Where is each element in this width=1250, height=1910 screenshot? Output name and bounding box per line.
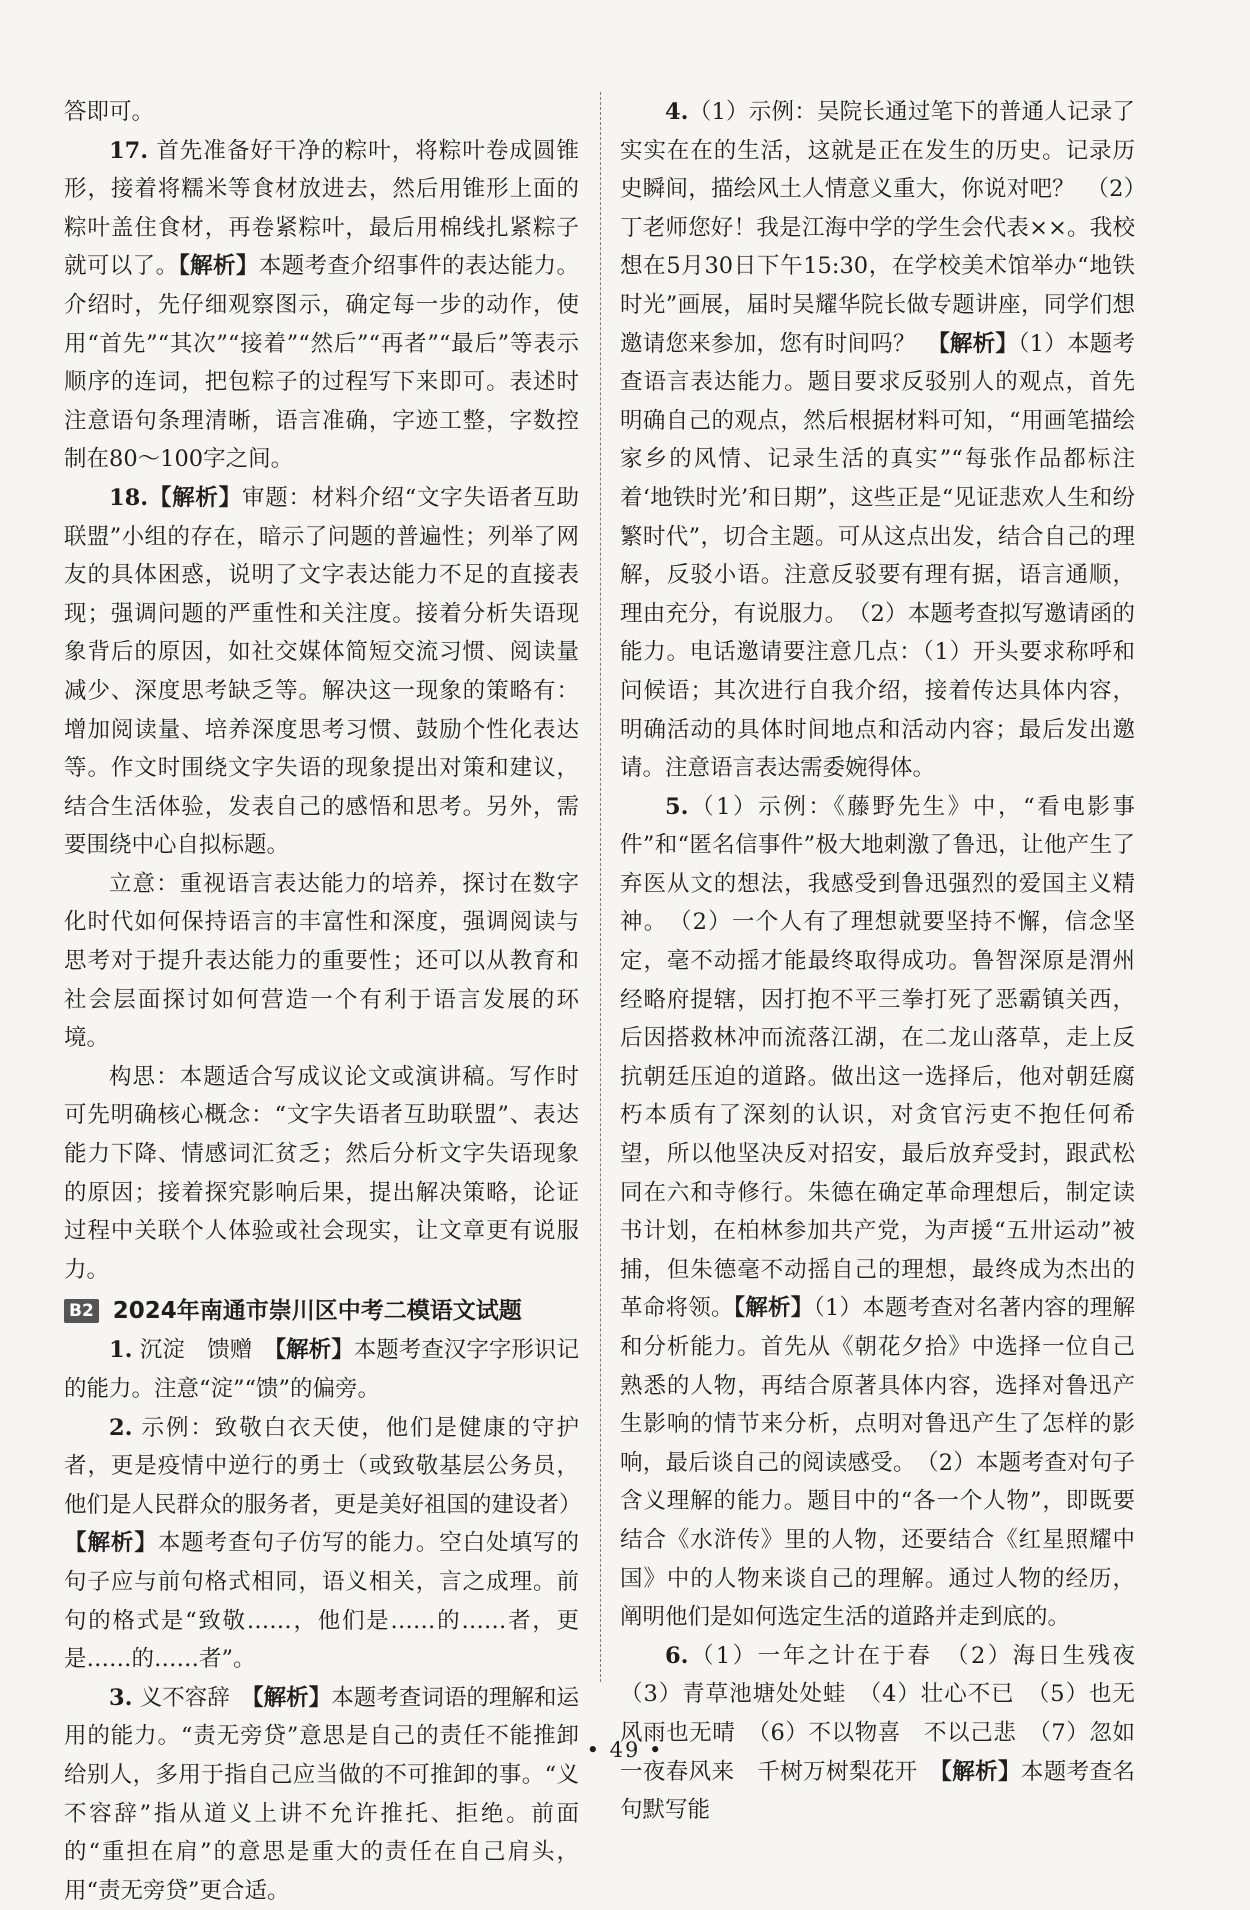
answer-text: （1）示例：《藤野先生》中，“看电影事件”和“匿名信事件”极大地刺激了鲁迅，让他产生了弃医从文的想法，我感受到鲁迅强烈的爱国主义精神。 （2）一个人有了理想就要坚持不懈，信念坚定，毫不动摇才能最终取得成功。鲁智深原是渭州经略府提辖，因打抱不平三拳打死了恶霸镇关西，后因搭救林冲而流落江湖，在二龙山落草，走上反抗朝廷压迫的道路。做出这一选择后，他对朝廷腐朽本质有了深刻的认识，对贪官污吏不抱任何希望，所以他坚决反对招安，最后放弃受封，跟武松同在六和寺修行。朱德在确定革命理想后，制定读书计划，在柏林参加共产党，为声援“五卅运动”被捕，但朱德毫不动摇自己的理想，最终成为杰出的革命将领。: [620, 793, 1135, 1322]
answer-5: [620, 788, 1135, 1637]
question-number: 5.: [665, 793, 689, 820]
answer-text: 义不容辞: [139, 1684, 253, 1711]
answer-text: 首先准备好干净的粽叶，将粽叶卷成圆锥形，接着将糯米等食材放进去，然后用锥形上面的粽叶盖住食材，再卷紧粽叶，最后用棉线扎紧粽子就可以了。: [64, 137, 579, 280]
analysis-tag: 【解析】: [938, 330, 1019, 357]
analysis-text: 本题考查词语的理解和运用的能力。“责无旁贷”意思是自己的责任不能推卸给别人，多用于指自己应当做的不可推卸的事。“义不容辞”指从道义上讲不允许推托、拒绝。前面的“重担在肩”的意思是重大的责任在自己肩头，用“责无旁贷”更合适。: [64, 1684, 579, 1904]
answer-6: [620, 1637, 1158, 1830]
question-number: 3.: [109, 1684, 133, 1711]
analysis-text: 审题：材料介绍“文字失语者互助联盟”小组的存在，暗示了问题的普遍性；列举了网友的具体困惑，说明了文字表达能力不足的直接表现；强调问题的严重性和关注度。接着分析失语现象背后的原因，如社交媒体简短交流习惯、阅读量减少、深度思考缺乏等。解决这一现象的策略有：增加阅读量、培养深度思考习惯、鼓励个性化表达等。作文时围绕文字失语的现象提出对策和建议，结合生活体验，发表自己的感悟和思考。另外，需要围绕中心自拟标题。: [64, 484, 579, 859]
right-column: [620, 93, 1158, 1830]
answer-text: 沉淀 馈赠: [139, 1337, 275, 1364]
left-column: [64, 93, 582, 1910]
section-title: 2024年南通市崇川区中考二模语文试题: [112, 1298, 522, 1325]
answer-17: [64, 132, 579, 479]
answer-text: （1）一年之计在于春 （2）海日生残夜 （3）青草池塘处处蛙 （4）壮心不已 （5）也无风雨也无晴 （6）不以物喜 不以己悲 （7）忽如一夜春风来 千树万树梨花开: [620, 1642, 1158, 1785]
analysis-tag: 【解析】: [64, 1530, 158, 1557]
answer-text: 示例：致敬白衣天使，他们是健康的守护者，更是疫情中逆行的勇士（或致敬基层公务员，他们是人民群众的服务者，更是美好祖国的建设者）: [64, 1414, 582, 1518]
essay-theme: 立意：重视语言表达能力的培养，探讨在数字化时代如何保持语言的丰富性和深度，强调阅读与思考对于提升表达能力的重要性；还可以从教育和社会层面探讨如何营造一个有利于语言发展的环境。: [64, 870, 579, 1052]
analysis-text: （1）本题考查语言表达能力。题目要求反驳别人的观点，首先明确自己的观点，然后根据材料可知，“用画笔描绘家乡的风情、记录生活的真实”“每张作品都标注着‘地铁时光’和日期”，这些正是“见证悲欢人生和纷繁时代”，切合主题。可从这点出发，结合自己的理解，反驳小语。注意反驳要有理有据，语言通顺，理由充分，有说服力。 （2）本题考查拟写邀请函的能力。电话邀请要注意几点：（1）开头要求称呼和问候语；其次进行自我介绍，接着传达具体内容，明确活动的具体时间地点和活动内容；最后发出邀请。注意语言表达需委婉得体。: [620, 330, 1135, 782]
question-number: 1.: [109, 1337, 133, 1364]
analysis-tag: 【解析】: [178, 253, 259, 280]
analysis-text: 本题考查汉字字形识记的能力。注意“淀”“馈”的偏旁。: [64, 1337, 579, 1402]
analysis-tag: 【解析】: [940, 1758, 1021, 1785]
analysis-tag: 【解析】: [252, 1684, 332, 1711]
analysis-text: 本题考查句子仿写的能力。空白处填写的句子应与前句格式相同，语义相关，言之成理。前句的格式是“致敬……，他们是……的……者，更是……的……者”。: [64, 1530, 579, 1673]
essay-structure: 构思：本题适合写成议论文或演讲稿。写作时可先明确核心概念：“文字失语者互助联盟”、表达能力下降、情感词汇贫乏；然后分析文字失语现象的原因；接着探究影响后果，提出解决策略，论证过程中关联个人体验或社会现实，让文章更有说服力。: [64, 1063, 579, 1283]
question-number: 4.: [665, 99, 689, 125]
question-number: 17.: [109, 137, 149, 164]
question-number: 2.: [109, 1414, 133, 1441]
section-badge: B2: [64, 1299, 99, 1323]
answer-2: [64, 1409, 582, 1679]
answer-1: [64, 1331, 579, 1408]
answer-4: [620, 93, 1135, 788]
answer-3: [64, 1679, 579, 1910]
section-heading: [64, 1291, 579, 1331]
analysis-tag: 【解析】: [148, 484, 242, 511]
answer-18: [64, 479, 579, 865]
analysis-text: 本题考查介绍事件的表达能力。介绍时，先仔细观察图示，确定每一步的动作，使用“首先”“其次”“接着”“然后”“再者”“最后”等表示顺序的连词，把包粽子的过程写下来即可。表述时注意语句条理清晰，语言准确，字迹工整，字数控制在80～100字之间。: [64, 253, 579, 473]
analysis-tag: 【解析】: [733, 1295, 814, 1322]
question-number: 6.: [665, 1642, 689, 1669]
column-divider: [600, 92, 601, 1682]
analysis-text: （1）本题考查对名著内容的理解和分析能力。首先从《朝花夕拾》中选择一位自己熟悉的人物，再结合原著具体内容，选择对鲁迅产生影响的情节来分析，点明对鲁迅产生了怎样的影响，最后谈自己的阅读感受。 （2）本题考查对句子含义理解的能力。题目中的“各一个人物”，即既要结合《水浒传》里的人物，还要结合《红星照耀中国》中的人物来谈自己的理解。通过人物的经历，阐明他们是如何选定生活的道路并走到底的。: [620, 1295, 1135, 1631]
page-number: • 49 •: [586, 1738, 664, 1762]
question-number: 18.: [109, 484, 149, 511]
answer-continuation: 答即可。: [64, 99, 155, 125]
analysis-text: 本题考查名句默写能: [620, 1758, 1135, 1824]
answer-text: （1）示例：吴院长通过笔下的普通人记录了实实在在的生活，这就是正在发生的历史。记录历史瞬间，描绘风土人情意义重大，你说对吧？ （2）丁老师您好！我是江海中学的学生会代表××。我校想在5月30日下午15:30，在学校美术馆举办“地铁时光”画展，届时吴耀华院长做专题讲座，同学们想邀请您来参加，您有时间吗？: [620, 99, 1135, 357]
analysis-tag: 【解析】: [274, 1337, 354, 1364]
